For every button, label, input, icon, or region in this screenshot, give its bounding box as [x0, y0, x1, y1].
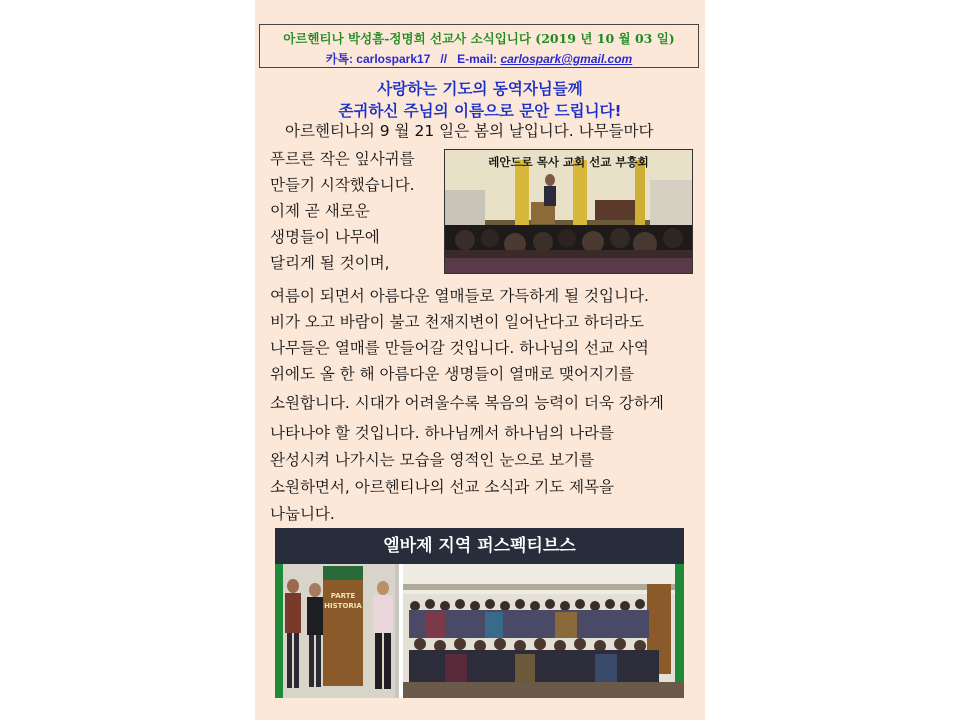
newsletter-page	[255, 0, 705, 720]
body-line: 아르헨티나의 9 월 21 일은 봄의 날입니다. 나무들마다	[285, 122, 654, 140]
banner-text-historia: HISTORIA	[324, 602, 362, 610]
body-line: 만들기 시작했습니다.	[270, 176, 415, 194]
contact-line	[260, 50, 698, 67]
body-line: 생명들이 나무에	[270, 228, 380, 246]
body-line: 달리게 될 것이며,	[270, 254, 390, 272]
body-line: 비가 오고 바람이 불고 천재지변이 일어난다고 하더라도	[270, 313, 644, 331]
banner-text-parte: PARTE	[330, 592, 356, 600]
body-line: 나눕니다.	[270, 505, 335, 523]
greeting-line-1: 사랑하는 기도의 동역자님들께	[377, 80, 583, 98]
body-line: 완성시켜 나가시는 모습을 영적인 눈으로 보기를	[270, 451, 595, 469]
body-line: 여름이 되면서 아름다운 열매들로 가득하게 될 것입니다.	[270, 287, 649, 305]
body-line: 나타나야 할 것입니다. 하나님께서 하나님의 나라를	[270, 424, 614, 442]
header-box	[259, 24, 699, 68]
perspectives-banner: 엘바제 지역 퍼스펙티브스	[275, 528, 684, 564]
newsletter-title: 아르헨티나 박성흠-정명희 선교사 소식입니다 (2019 년 10 월 03 일)	[283, 31, 675, 46]
kakao-id: 카톡: carlospark17	[325, 52, 431, 66]
church-revival-photo	[444, 149, 693, 274]
body-line: 위에도 올 한 해 아름다운 생명들이 열매로 맺어지기를	[270, 365, 634, 383]
body-line: 나무들은 열매를 만들어갈 것입니다. 하나님의 선교 사역	[270, 339, 649, 357]
body-line: 푸르른 작은 잎사귀를	[270, 150, 415, 168]
email-link[interactable]: carlospark@gmail.com	[500, 52, 633, 66]
body-line: 소원하면서, 아르헨티나의 선교 소식과 기도 제목을	[270, 478, 614, 496]
perspectives-group-image	[275, 564, 684, 698]
perspectives-group-photo	[275, 564, 684, 698]
photo1-caption: 레안드로 목사 교회 선교 부흥회	[488, 155, 649, 169]
greeting-line-2: 존귀하신 주님의 이름으로 문안 드립니다!	[338, 102, 622, 120]
email-label: E-mail:	[457, 52, 498, 66]
body-line: 이제 곧 새로운	[270, 202, 370, 220]
contact-separator: //	[440, 52, 448, 66]
body-line: 소원합니다. 시대가 어려울수록 복음의 능력이 더욱 강하게	[270, 394, 664, 412]
